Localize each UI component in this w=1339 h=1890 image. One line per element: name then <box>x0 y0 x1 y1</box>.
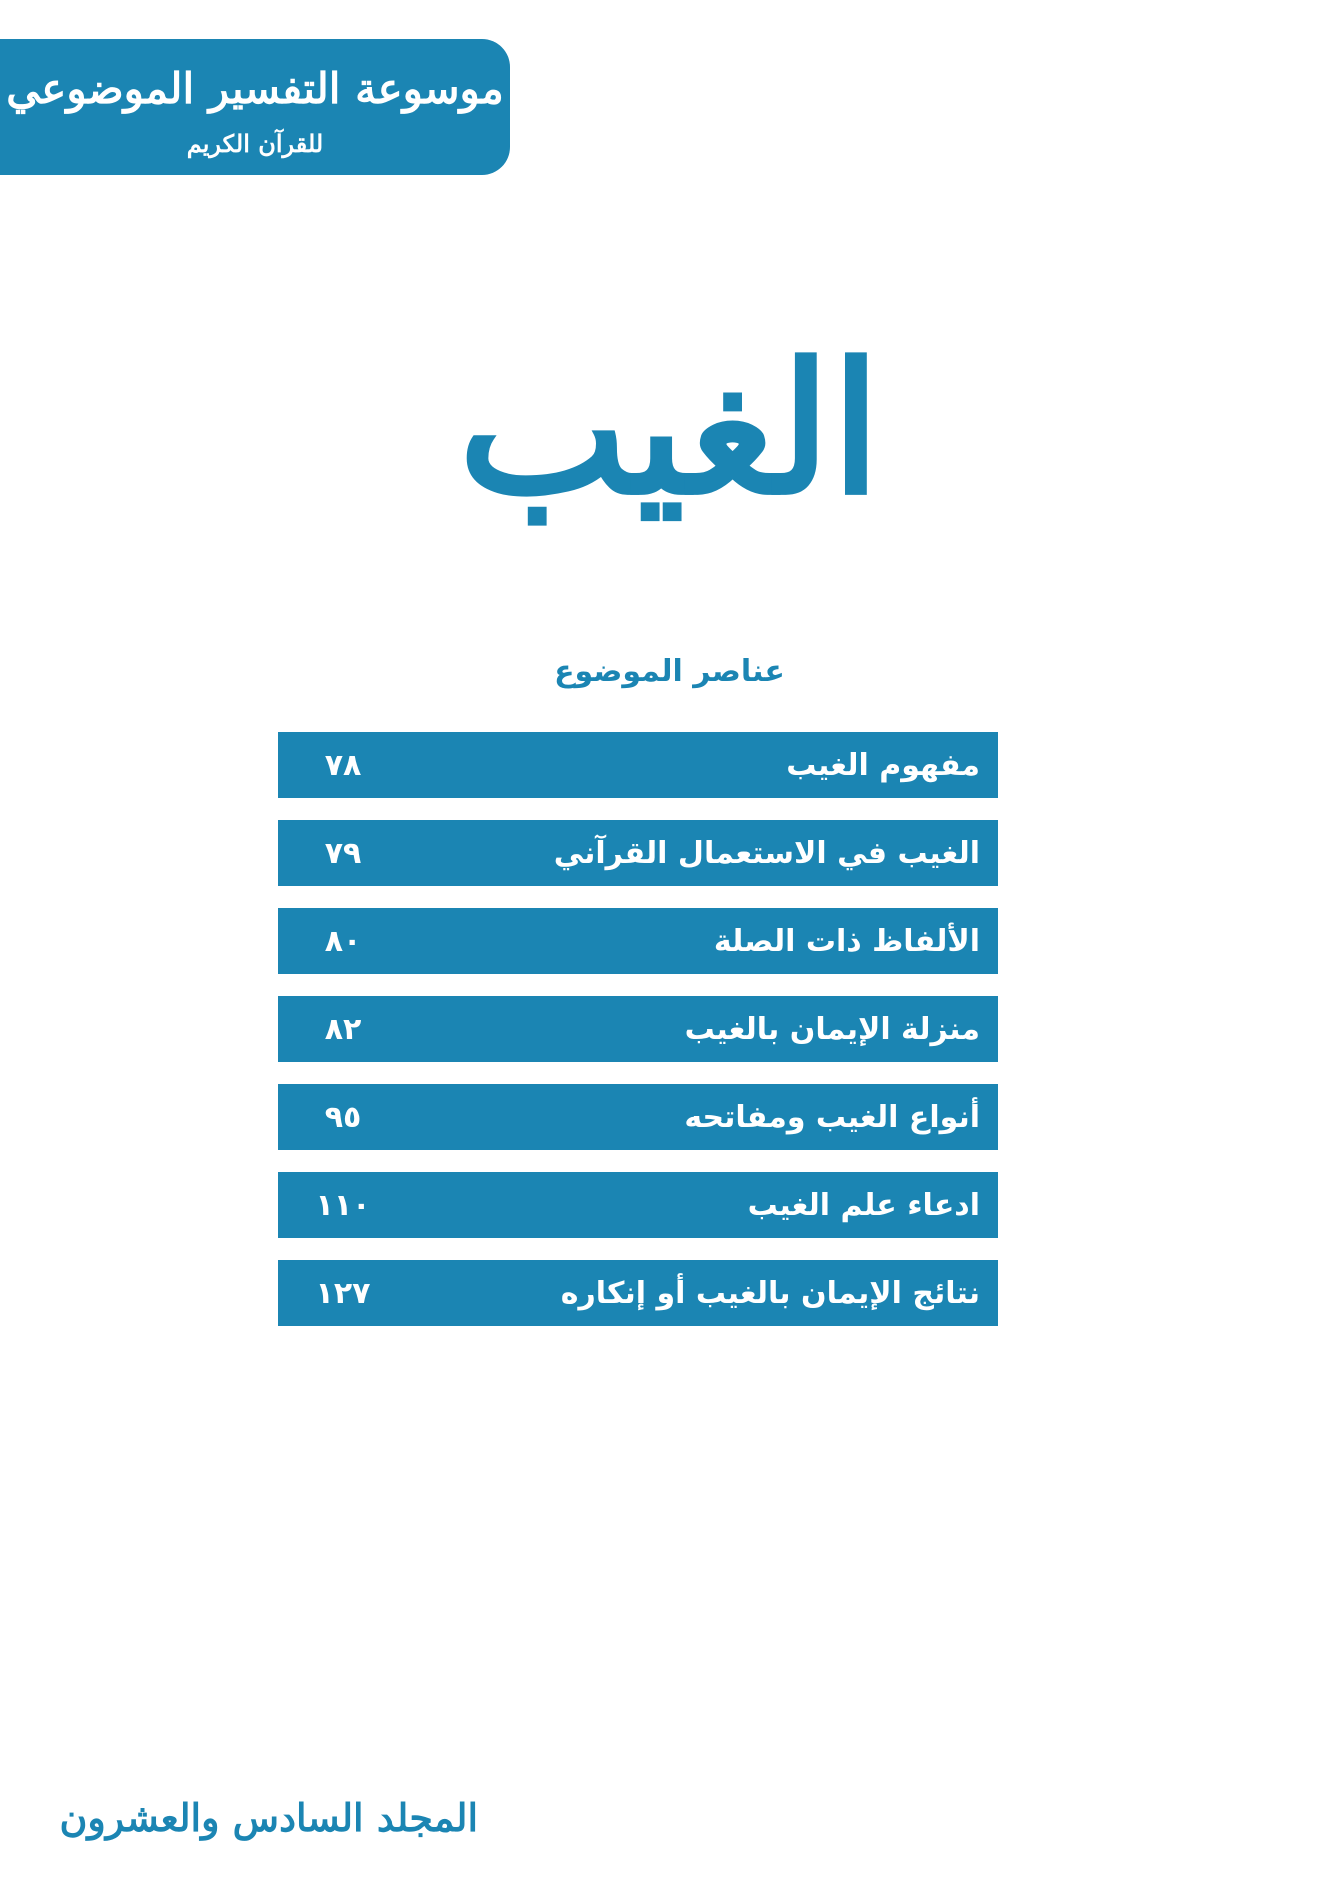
table-of-contents <box>278 732 998 1348</box>
toc-item-3[interactable] <box>278 908 998 974</box>
toc-item-label: الألفاظ ذات الصلة <box>713 923 980 959</box>
toc-item-page: ١٢٧ <box>315 1275 371 1311</box>
toc-item-label: أنواع الغيب ومفاتحه <box>684 1099 980 1135</box>
toc-item-page: ٩٥ <box>324 1099 362 1135</box>
toc-item-1[interactable] <box>278 732 998 798</box>
toc-item-4[interactable] <box>278 996 998 1062</box>
toc-item-2[interactable] <box>278 820 998 886</box>
toc-item-page: ١١٠ <box>315 1187 371 1223</box>
toc-item-page: ٨٠ <box>324 923 362 959</box>
series-banner <box>0 39 510 175</box>
series-title: موسوعة التفسير الموضوعي <box>6 64 504 113</box>
toc-item-label: نتائج الإيمان بالغيب أو إنكاره <box>560 1275 980 1311</box>
toc-item-7[interactable] <box>278 1260 998 1326</box>
toc-item-6[interactable] <box>278 1172 998 1238</box>
toc-item-page: ٧٩ <box>324 835 362 871</box>
toc-item-label: الغيب في الاستعمال القرآني <box>553 835 980 871</box>
series-subtitle: للقرآن الكريم <box>186 129 324 158</box>
toc-item-label: ادعاء علم الغيب <box>747 1187 980 1223</box>
toc-item-label: منزلة الإيمان بالغيب <box>684 1011 980 1047</box>
toc-item-page: ٧٨ <box>324 747 362 783</box>
toc-item-label: مفهوم الغيب <box>786 747 980 783</box>
topic-title: الغيب <box>458 324 881 535</box>
volume-label: المجلد السادس والعشرون <box>59 1795 478 1840</box>
contents-heading: عناصر الموضوع <box>554 654 785 689</box>
toc-item-page: ٨٢ <box>324 1011 362 1047</box>
toc-item-5[interactable] <box>278 1084 998 1150</box>
